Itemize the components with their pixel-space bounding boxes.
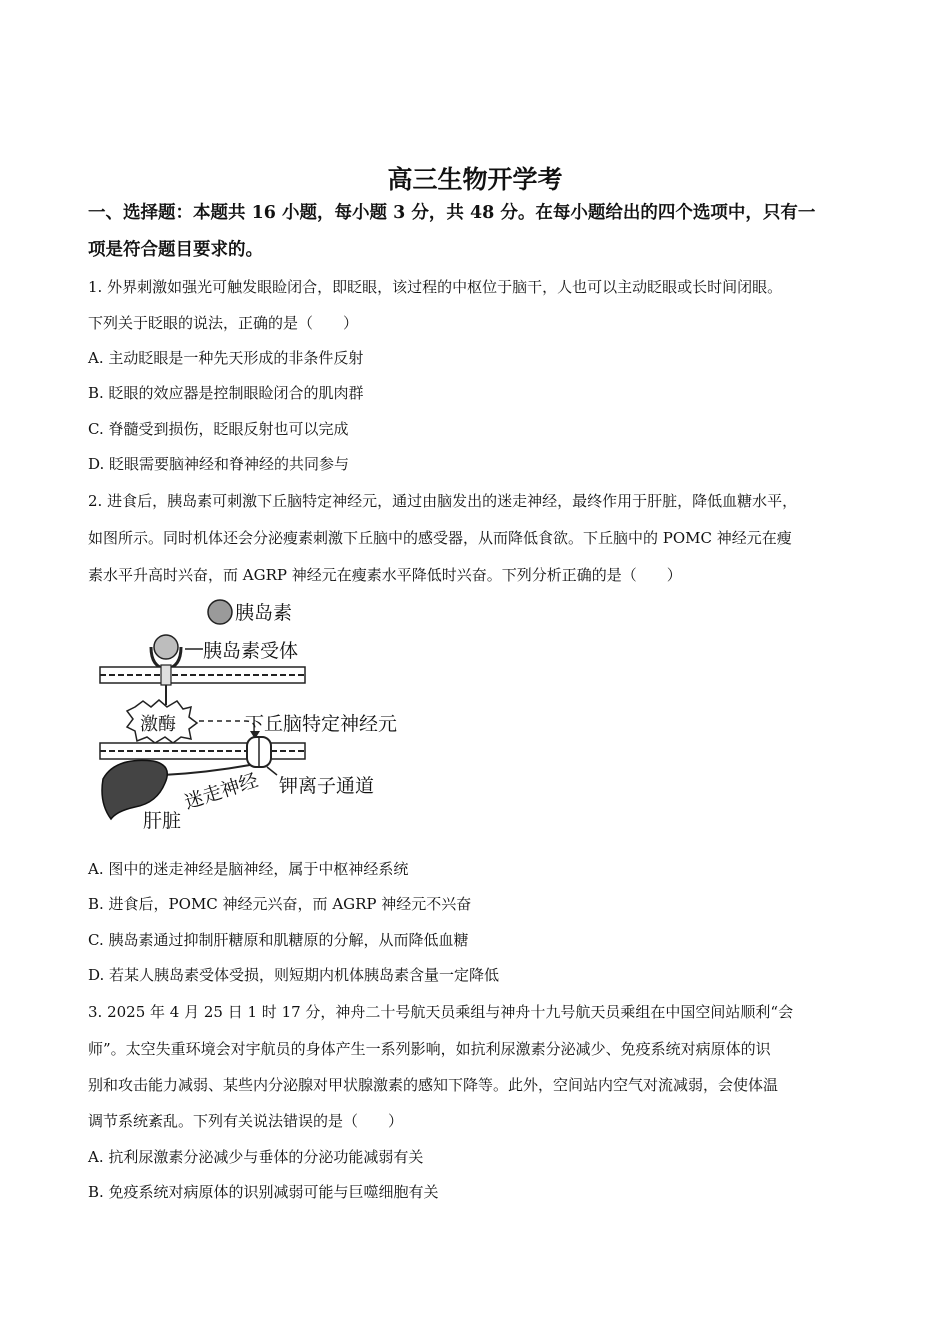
page-title: 高三生物开学考 xyxy=(387,165,563,194)
channel-label: 钾离子通道 xyxy=(279,775,375,797)
q2-option-a: A. 图中的迷走神经是脑神经，属于中枢神经系统 xyxy=(88,860,409,878)
q2-option-b: B. 进食后，POMC 神经元兴奋，而 AGRP 神经元不兴奋 xyxy=(88,895,472,913)
vagus-label: 迷走神经 xyxy=(181,769,261,814)
section-heading-line-2: 项是符合题目要求的。 xyxy=(88,240,263,260)
receptor-bound-insulin xyxy=(154,635,178,659)
q3-option-a: A. 抗利尿激素分泌减少与垂体的分泌功能减弱有关 xyxy=(88,1148,424,1166)
q3-stem-line-1: 3. 2025 年 4 月 25 日 1 时 17 分，神舟二十号航天员乘组与神舟十九号航天员乘组在中国空间站顺利“会 xyxy=(88,1003,794,1021)
q3-option-b: B. 免疫系统对病原体的识别减弱可能与巨噬细胞有关 xyxy=(88,1183,439,1201)
q1-option-b: B. 眨眼的效应器是控制眼睑闭合的肌肉群 xyxy=(88,384,364,402)
receptor-label: 胰岛素受体 xyxy=(203,640,299,662)
enzyme-label: 激酶 xyxy=(140,714,176,735)
q2-stem-line-3: 素水平升高时兴奋，而 AGRP 神经元在瘦素水平降低时兴奋。下列分析正确的是（ ） xyxy=(88,566,682,584)
neuron-label: 下丘脑特定神经元 xyxy=(245,713,398,735)
insulin-pathway-diagram xyxy=(95,597,415,833)
q2-option-d: D. 若某人胰岛素受体受损，则短期内机体胰岛素含量一定降低 xyxy=(88,966,500,984)
section-heading-line-1: 一、选择题：本题共 16 小题，每小题 3 分，共 48 分。在每小题给出的四个选项中，只有一 xyxy=(88,203,816,223)
q3-stem-line-3: 别和攻击能力减弱、某些内分泌腺对甲状腺激素的感知下降等。此外，空间站内空气对流减弱，会使体温 xyxy=(88,1076,779,1094)
q3-stem-line-2: 师”。太空失重环境会对宇航员的身体产生一系列影响，如抗利尿激素分泌减少、免疫系统对病原体的识 xyxy=(88,1040,771,1058)
q1-option-a: A. 主动眨眼是一种先天形成的非条件反射 xyxy=(88,349,364,367)
q1-stem-line-1: 1. 外界刺激如强光可触发眼睑闭合，即眨眼，该过程的中枢位于脑干，人也可以主动眨眼或长时间闭眼。 xyxy=(88,278,783,296)
q2-stem-line-1: 2. 进食后，胰岛素可刺激下丘脑特定神经元，通过由脑发出的迷走神经，最终作用于肝脏，降低血糖水平， xyxy=(88,492,798,510)
insulin-molecule xyxy=(208,600,232,624)
q3-stem-line-4: 调节系统紊乱。下列有关说法错误的是（ ） xyxy=(88,1112,404,1130)
q1-stem-line-2: 下列关于眨眼的说法，正确的是（ ） xyxy=(88,314,359,332)
liver-label: 肝脏 xyxy=(143,810,182,832)
q2-stem-line-2: 如图所示。同时机体还会分泌瘦素刺激下丘脑中的感受器，从而降低食欲。下丘脑中的 POMC 神经元在瘦 xyxy=(88,529,792,547)
q1-option-c: C. 脊髓受到损伤，眨眼反射也可以完成 xyxy=(88,420,349,438)
q2-option-c: C. 胰岛素通过抑制肝糖原和肌糖原的分解，从而降低血糖 xyxy=(88,931,469,949)
insulin-label: 胰岛素 xyxy=(235,602,293,624)
q1-option-d: D. 眨眼需要脑神经和脊神经的共同参与 xyxy=(88,455,350,473)
